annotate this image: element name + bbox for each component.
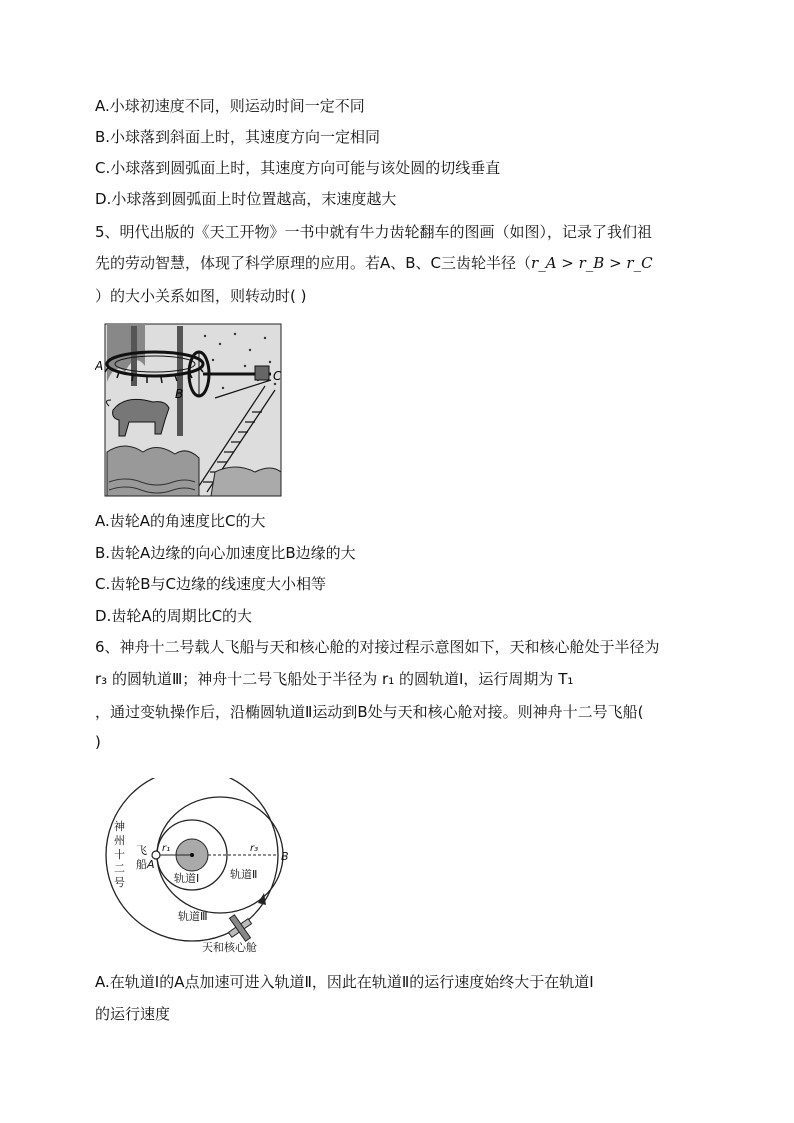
gear-label-b: B [175,387,184,401]
gear-label-c: C [273,369,282,383]
q4-option-b: B.小球落到斜面上时，其速度方向一定相同 [95,128,381,146]
q5-option-a: A.齿轮A的角速度比C的大 [95,512,266,530]
q6-stem-line4: ) [95,733,101,751]
q5-option-d: D.齿轮A的周期比C的大 [95,607,253,625]
svg-text:船: 船 [136,858,147,871]
q4-option-a: A.小球初速度不同，则运动时间一定不同 [95,97,365,115]
label-space-station: 天和核心舱 [202,941,257,954]
q6-option-a-line2: 的运行速度 [95,1005,171,1023]
q5-stem-line3: ）的大小关系如图，则转动时( ) [95,287,307,305]
svg-text:飞: 飞 [136,844,147,857]
label-point-b: B [281,850,289,863]
q6-stem-line1: 6、神舟十二号载人飞船与天和核心舱的对接过程示意图如下，天和核心舱处于半径为 [95,638,660,656]
q6-option-a-line1: A.在轨道Ⅰ的A点加速可进入轨道Ⅱ，因此在轨道Ⅱ的运行速度始终大于在轨道Ⅰ [95,973,594,991]
q5-stem-line2-text: 先的劳动智慧，体现了科学原理的应用。若A、B、C三齿轮半径（ [95,254,532,272]
q5-radius-relation: r_A > r_B > r_C [531,254,653,272]
label-shenzhou-1: 神 [114,820,125,833]
q5-stem-line2 [95,253,653,273]
label-r1: r₁ [162,843,171,854]
svg-text:十: 十 [114,848,125,861]
label-point-a: A [147,858,155,871]
q6-stem-line3: ，通过变轨操作后，沿椭圆轨道Ⅱ运动到B处与天和核心舱对接。则神舟十二号飞船( [95,703,644,721]
svg-text:二: 二 [114,862,125,875]
q4-option-c: C.小球落到圆弧面上时，其速度方向可能与该处圆的切线垂直 [95,159,501,177]
q6-stem-line2: r₃ 的圆轨道Ⅲ；神舟十二号飞船处于半径为 r₁ 的圆轨道Ⅰ，运行周期为 T₁ [95,670,574,688]
label-r3: r₃ [250,843,259,854]
label-orbit-1: 轨道Ⅰ [174,872,200,885]
q5-option-c: C.齿轮B与C边缘的线速度大小相等 [95,575,327,593]
gear-label-a: A [95,359,104,373]
label-orbit-3: 轨道Ⅲ [178,910,208,923]
orbit-diagram [100,778,310,958]
gear-waterwheel-figure [95,322,285,498]
q4-option-d: D.小球落到圆弧面上时位置越高，末速度越大 [95,190,397,208]
q5-option-b: B.齿轮A边缘的向心加速度比B边缘的大 [95,544,356,562]
label-orbit-2: 轨道Ⅱ [230,868,258,881]
svg-text:号: 号 [114,876,125,889]
q5-stem-line1: 5、明代出版的《天工开物》一书中就有牛力齿轮翻车的图画（如图），记录了我们祖 [95,223,653,241]
svg-text:州: 州 [114,834,125,847]
